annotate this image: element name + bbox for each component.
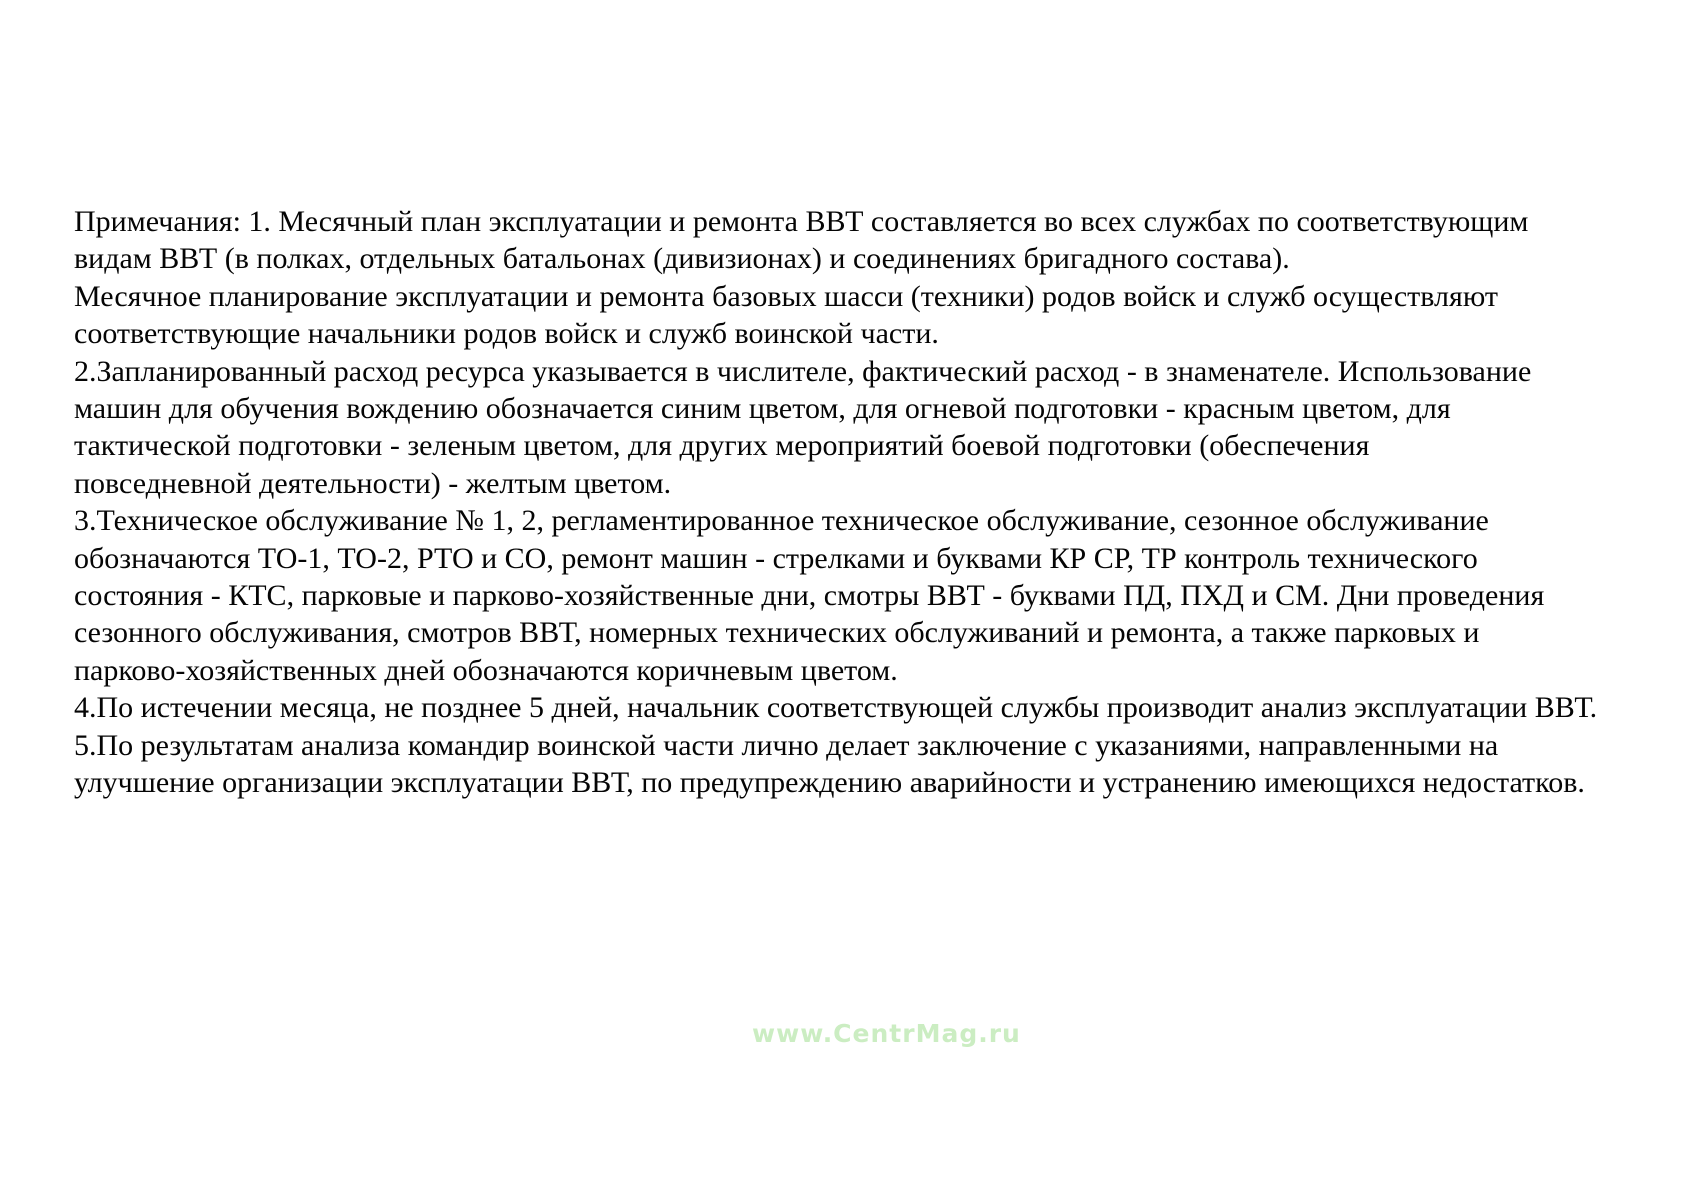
- text-line: видам ВВТ (в полках, отдельных батальонах (дивизионах) и соединениях бригадного состава).: [74, 242, 1290, 276]
- text-line: 2.Запланированный расход ресурса указывается в числителе, фактический расход - в знаменателе. Использование: [74, 354, 1532, 388]
- notes-text-block: [74, 203, 1664, 802]
- text-line: тактической подготовки - зеленым цветом, для других мероприятий боевой подготовки (обеспечения: [74, 429, 1370, 463]
- text-line: соответствующие начальники родов войск и служб воинской части.: [74, 317, 939, 351]
- text-line: 4.По истечении месяца, не позднее 5 дней, начальник соответствующей службы производит анализ эксплуатации ВВТ.: [74, 691, 1598, 725]
- text-line: парково-хозяйственных дней обозначаются коричневым цветом.: [74, 653, 898, 687]
- text-line: 5.По результатам анализа командир воинской части лично делает заключение с указаниями, направленными на: [74, 728, 1499, 762]
- text-line: состояния - КТС, парковые и парково-хозяйственные дни, смотры ВВТ - буквами ПД, ПХД и СМ. Дни проведения: [74, 579, 1545, 613]
- text-line: Примечания: 1. Месячный план эксплуатации и ремонта ВВТ составляется во всех службах по соответствующим: [74, 205, 1529, 238]
- text-line: повседневной деятельности) - желтым цветом.: [74, 466, 672, 500]
- text-line: обозначаются ТО-1, ТО-2, РТО и СО, ремонт машин - стрелками и буквами КР СР, ТР контроль технического: [74, 541, 1478, 575]
- text-line: Месячное планирование эксплуатации и ремонта базовых шасси (техники) родов войск и служб осуществляют: [74, 279, 1498, 313]
- text-line: сезонного обслуживания, смотров ВВТ, номерных технических обслуживаний и ремонта, а также парковых и: [74, 616, 1480, 650]
- text-line: 3.Техническое обслуживание № 1, 2, регламентированное техническое обслуживание, сезонное обслуживание: [74, 504, 1489, 538]
- text-line: машин для обучения вождению обозначается синим цветом, для огневой подготовки - красным цветом, для: [74, 392, 1451, 426]
- centrmag-watermark: www.CentrMag.ru: [752, 1019, 1021, 1048]
- text-line: улучшение организации эксплуатации ВВТ, по предупреждению аварийности и устранению имеющихся недостатков.: [74, 766, 1585, 800]
